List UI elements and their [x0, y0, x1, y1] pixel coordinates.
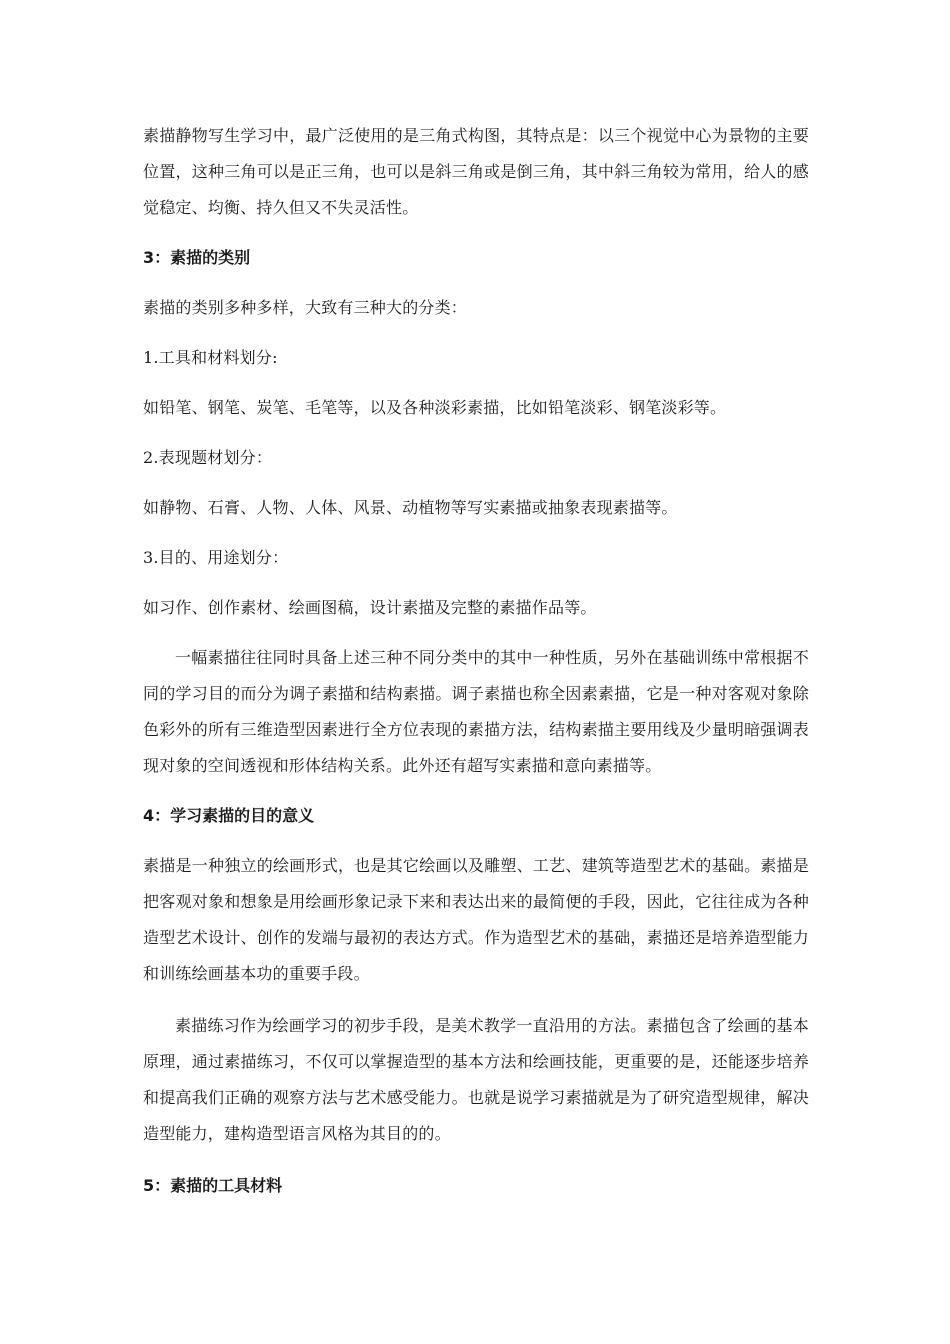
document-page	[143, 118, 809, 1204]
list-item-body-subject: 如静物、石膏、人物、人体、风景、动植物等写实素描或抽象表现素描等。	[143, 498, 678, 517]
heading-learning-purpose: 4：学习素描的目的意义	[143, 806, 315, 825]
paragraph-types-intro: 素描的类别多种多样，大致有三种大的分类：	[143, 298, 468, 317]
heading-sketch-types: 3：素描的类别	[143, 248, 251, 267]
list-item-title-purpose: 3.目的、用途划分：	[143, 548, 289, 567]
paragraph-purpose-1: 素描是一种独立的绘画形式，也是其它绘画以及雕塑、工艺、建筑等造型艺术的基础。素描是把客观对象和想象是用绘画形象记录下来和表达出来的最简便的手段，因此，它往往成为各种造型艺术设计、创作的发端与最初的表达方式。作为造型艺术的基础，素描还是培养造型能力和训练绘画基本功的重要手段。	[143, 856, 809, 983]
list-item-title-tools: 1.工具和材料划分:	[143, 348, 278, 367]
paragraph-composition: 素描静物写生学习中，最广泛使用的是三角式构图，其特点是：以三个视觉中心为景物的主要位置，这种三角可以是正三角，也可以是斜三角或是倒三角，其中斜三角较为常用，给人的感觉稳定、均衡、持久但又不失灵活性。	[143, 126, 809, 217]
heading-tools-materials: 5：素描的工具材料	[143, 1176, 283, 1195]
list-item-title-subject: 2.表现题材划分：	[143, 448, 273, 467]
list-item-body-tools: 如铅笔、钢笔、炭笔、毛笔等，以及各种淡彩素描，比如铅笔淡彩、钢笔淡彩等。	[143, 398, 727, 417]
paragraph-sketch-nature: 一幅素描往往同时具备上述三种不同分类中的其中一种性质，另外在基础训练中常根据不同的学习目的而分为调子素描和结构素描。调子素描也称全因素素描，它是一种对客观对象除色彩外的所有三维造型因素进行全方位表现的素描方法，结构素描主要用线及少量明暗强调表现对象的空间透视和形体结构关系。此外还有超写实素描和意向素描等。	[143, 648, 809, 775]
list-item-body-purpose: 如习作、创作素材、绘画图稿，设计素描及完整的素描作品等。	[143, 598, 597, 617]
paragraph-purpose-2: 素描练习作为绘画学习的初步手段，是美术教学一直沿用的方法。素描包含了绘画的基本原理，通过素描练习，不仅可以掌握造型的基本方法和绘画技能，更重要的是，还能逐步培养和提高我们正确的观察方法与艺术感受能力。也就是说学习素描就是为了研究造型规律，解决造型能力，建构造型语言风格为其目的的。	[143, 1016, 809, 1143]
